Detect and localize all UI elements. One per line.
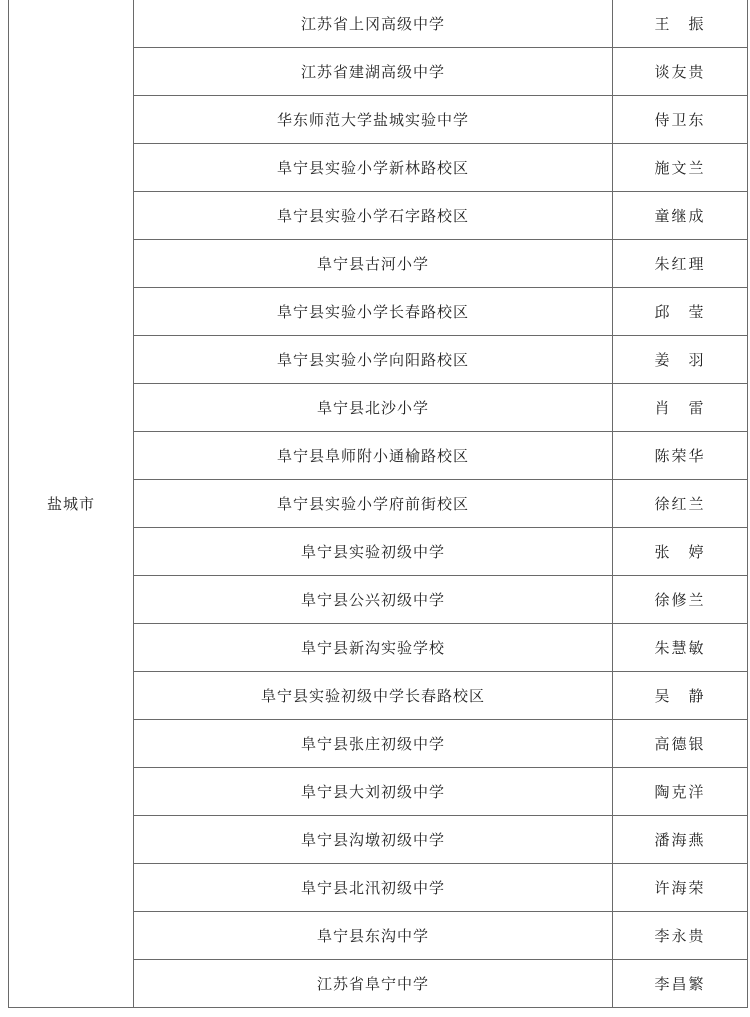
person-cell: 朱红理 (613, 240, 748, 288)
roster-body (9, 0, 748, 1008)
school-cell: 阜宁县北汛初级中学 (134, 864, 613, 912)
school-cell: 阜宁县实验小学新林路校区 (134, 144, 613, 192)
school-cell: 阜宁县张庄初级中学 (134, 720, 613, 768)
school-cell: 阜宁县实验小学长春路校区 (134, 288, 613, 336)
school-cell: 江苏省建湖高级中学 (134, 48, 613, 96)
person-cell: 陈荣华 (613, 432, 748, 480)
person-cell: 朱慧敏 (613, 624, 748, 672)
school-cell: 阜宁县实验初级中学长春路校区 (134, 672, 613, 720)
school-cell: 阜宁县实验小学向阳路校区 (134, 336, 613, 384)
person-cell: 王 振 (613, 0, 748, 48)
school-cell: 阜宁县实验小学府前街校区 (134, 480, 613, 528)
school-cell: 阜宁县公兴初级中学 (134, 576, 613, 624)
table-row (9, 0, 748, 48)
school-cell: 阜宁县实验小学石字路校区 (134, 192, 613, 240)
school-cell: 阜宁县古河小学 (134, 240, 613, 288)
school-cell: 阜宁县阜师附小通榆路校区 (134, 432, 613, 480)
person-cell: 许海荣 (613, 864, 748, 912)
person-cell: 姜 羽 (613, 336, 748, 384)
person-cell: 邱 莹 (613, 288, 748, 336)
school-cell: 华东师范大学盐城实验中学 (134, 96, 613, 144)
school-cell: 阜宁县新沟实验学校 (134, 624, 613, 672)
person-cell: 侍卫东 (613, 96, 748, 144)
city-cell: 盐城市 (9, 0, 134, 1008)
person-cell: 潘海燕 (613, 816, 748, 864)
school-cell: 江苏省上冈高级中学 (134, 0, 613, 48)
person-cell: 陶克洋 (613, 768, 748, 816)
school-cell: 阜宁县实验初级中学 (134, 528, 613, 576)
person-cell: 童继成 (613, 192, 748, 240)
school-cell: 江苏省阜宁中学 (134, 960, 613, 1008)
person-cell: 李永贵 (613, 912, 748, 960)
roster-table (8, 0, 748, 1008)
person-cell: 徐红兰 (613, 480, 748, 528)
roster-sheet (8, 0, 746, 1013)
person-cell: 吴 静 (613, 672, 748, 720)
school-cell: 阜宁县北沙小学 (134, 384, 613, 432)
person-cell: 谈友贵 (613, 48, 748, 96)
school-cell: 阜宁县沟墩初级中学 (134, 816, 613, 864)
person-cell: 施文兰 (613, 144, 748, 192)
person-cell: 张 婷 (613, 528, 748, 576)
school-cell: 阜宁县东沟中学 (134, 912, 613, 960)
person-cell: 徐修兰 (613, 576, 748, 624)
person-cell: 高德银 (613, 720, 748, 768)
person-cell: 李昌繁 (613, 960, 748, 1008)
person-cell: 肖 雷 (613, 384, 748, 432)
school-cell: 阜宁县大刘初级中学 (134, 768, 613, 816)
